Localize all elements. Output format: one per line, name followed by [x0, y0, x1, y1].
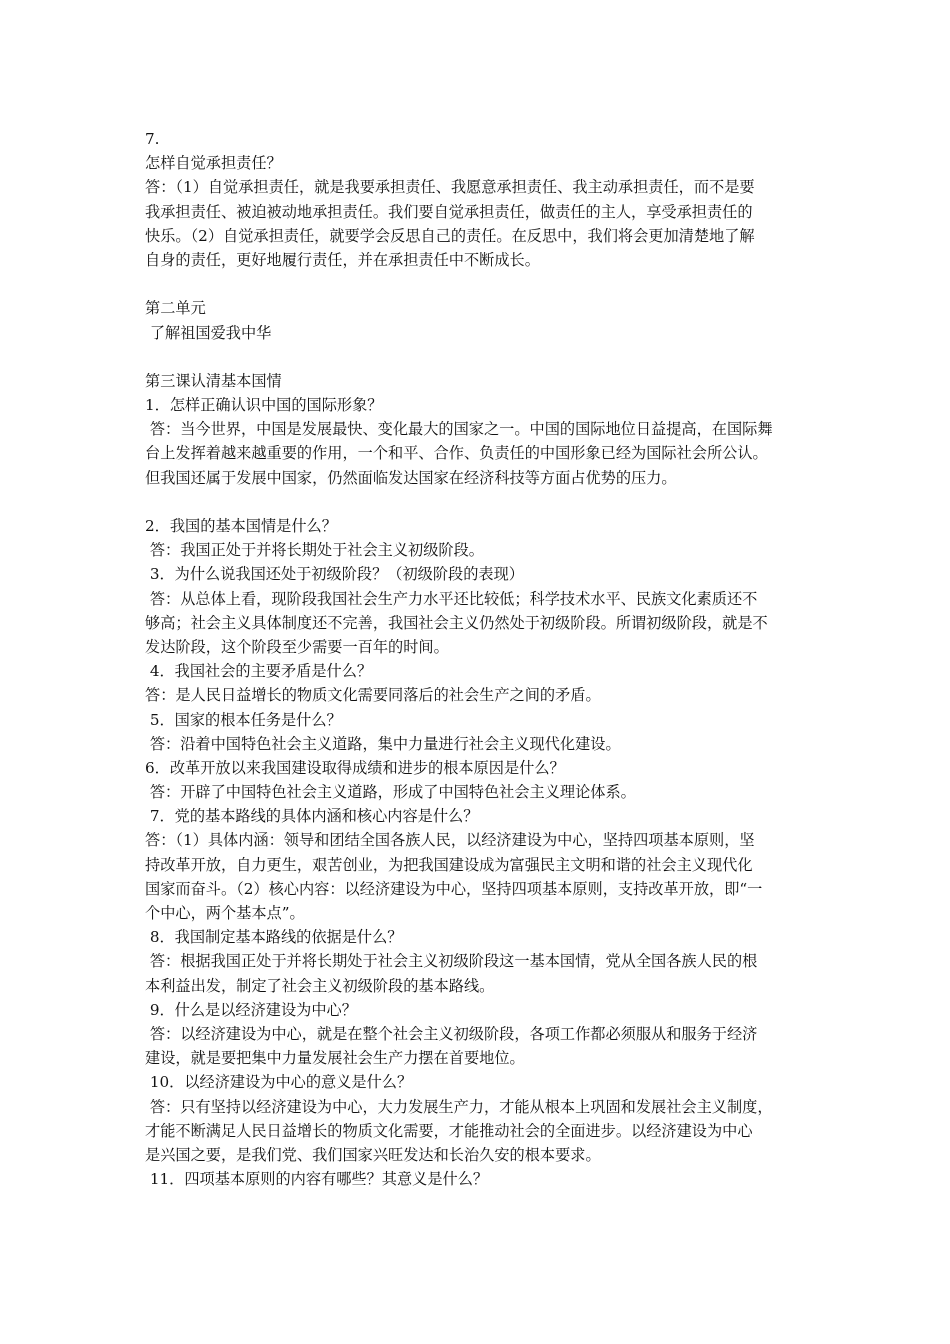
answer-line: 答：我国正处于并将长期处于社会主义初级阶段。: [145, 541, 484, 560]
question-line: 1．怎样正确认识中国的国际形象？: [145, 396, 383, 415]
blank-line: [145, 272, 817, 296]
question-line: 5．国家的根本任务是什么？: [145, 710, 342, 729]
question-line: 2．我国的基本国情是什么？: [145, 517, 337, 535]
answer-line: 本利益出发，制定了社会主义初级阶段的基本路线。: [145, 976, 495, 995]
answer-line: 自身的责任，更好地履行责任，并在承担责任中不断成长。: [145, 250, 540, 269]
answer-line: 个中心，两个基本点”。: [145, 904, 305, 922]
answer-line: 是兴国之要，是我们党、我们国家兴旺发达和长治久安的根本要求。: [145, 1145, 601, 1164]
answer-line: 建设，就是要把集中力量发展社会生产力摆在首要地位。: [145, 1049, 525, 1068]
answer-line: 答：以经济建设为中心，就是在整个社会主义初级阶段，各项工作都必须服从和服务于经济: [145, 1024, 758, 1043]
question-line: 10．以经济建设为中心的意义是什么？: [145, 1073, 413, 1092]
answer-line: 答：根据我国正处于并将长期处于社会主义初级阶段这一基本国情，党从全国各族人民的根: [145, 952, 758, 971]
answer-line: 才能不断满足人民日益增长的物质文化需要，才能推动社会的全面进步。以经济建设为中心: [145, 1121, 753, 1140]
answer-line: 答：沿着中国特色社会主义道路，集中力量进行社会主义现代化建设。: [145, 734, 621, 753]
question-line: 6．改革开放以来我国建设取得成绩和进步的根本原因是什么？: [145, 758, 565, 777]
document-page: [145, 127, 817, 1191]
answer-line: 国家而奋斗。（2）核心内容：以经济建设为中心，坚持四项基本原则，支持改革开放，即“一: [145, 879, 763, 898]
unit-title: 第二单元: [145, 299, 206, 318]
lesson-title: 第三课认清基本国情: [145, 371, 282, 390]
question-line: 4．我国社会的主要矛盾是什么？: [145, 662, 373, 681]
answer-line: 答：是人民日益增长的物质文化需要同落后的社会生产之间的矛盾。: [145, 686, 601, 705]
blank-line: [145, 345, 817, 369]
answer-line: 持改革开放，自力更生，艰苦创业，为把我国建设成为富强民主文明和谐的社会主义现代化: [145, 855, 753, 874]
answer-line: 答：从总体上看，现阶段我国社会生产力水平还比较低；科学技术水平、民族文化素质还不: [145, 589, 758, 608]
answer-line: 答：（1）自觉承担责任，就是我要承担责任、我愿意承担责任、我主动承担责任，而不是要: [145, 178, 755, 197]
answer-line: 我承担责任、被迫被动地承担责任。我们要自觉承担责任，做责任的主人，享受承担责任的: [145, 202, 753, 221]
answer-line: 够高；社会主义具体制度还不完善，我国社会主义仍然处于初级阶段。所谓初级阶段，就是不: [145, 613, 768, 632]
answer-line: 答：（1）具体内涵：领导和团结全国各族人民，以经济建设为中心，坚持四项基本原则，坚: [145, 831, 755, 850]
question-line: 8．我国制定基本路线的依据是什么？: [145, 928, 403, 947]
answer-line: 答：当今世界，中国是发展最快、变化最大的国家之一。中国的国际地位日益提高，在国际舞: [145, 420, 773, 439]
answer-line: 答：开辟了中国特色社会主义道路，形成了中国特色社会主义理论体系。: [145, 783, 636, 802]
question-heading: 怎样自觉承担责任？: [145, 154, 282, 173]
question-line: 3．为什么说我国还处于初级阶段？（初级阶段的表现）: [145, 565, 524, 584]
question-line: 9．什么是以经济建设为中心？: [145, 1000, 357, 1019]
answer-line: 但我国还属于发展中国家，仍然面临发达国家在经济科技等方面占优势的压力。: [145, 468, 677, 487]
text-line: 7.: [145, 130, 160, 148]
answer-line: 答：只有坚持以经济建设为中心，大力发展生产力，才能从根本上巩固和发展社会主义制度，: [145, 1097, 773, 1116]
question-line: 7．党的基本路线的具体内涵和核心内容是什么？: [145, 807, 479, 826]
answer-line: 快乐。（2）自觉承担责任，就要学会反思自己的责任。在反思中，我们将会更加清楚地了解: [145, 226, 755, 245]
question-line: 11．四项基本原则的内容有哪些？其意义是什么？: [145, 1170, 489, 1189]
blank-line: [145, 490, 817, 514]
answer-line: 发达阶段，这个阶段至少需要一百年的时间。: [145, 637, 449, 656]
answer-line: 台上发挥着越来越重要的作用，一个和平、合作、负责任的中国形象已经为国际社会所公认。: [145, 444, 768, 463]
unit-subtitle: 了解祖国爱我中华: [145, 323, 272, 342]
